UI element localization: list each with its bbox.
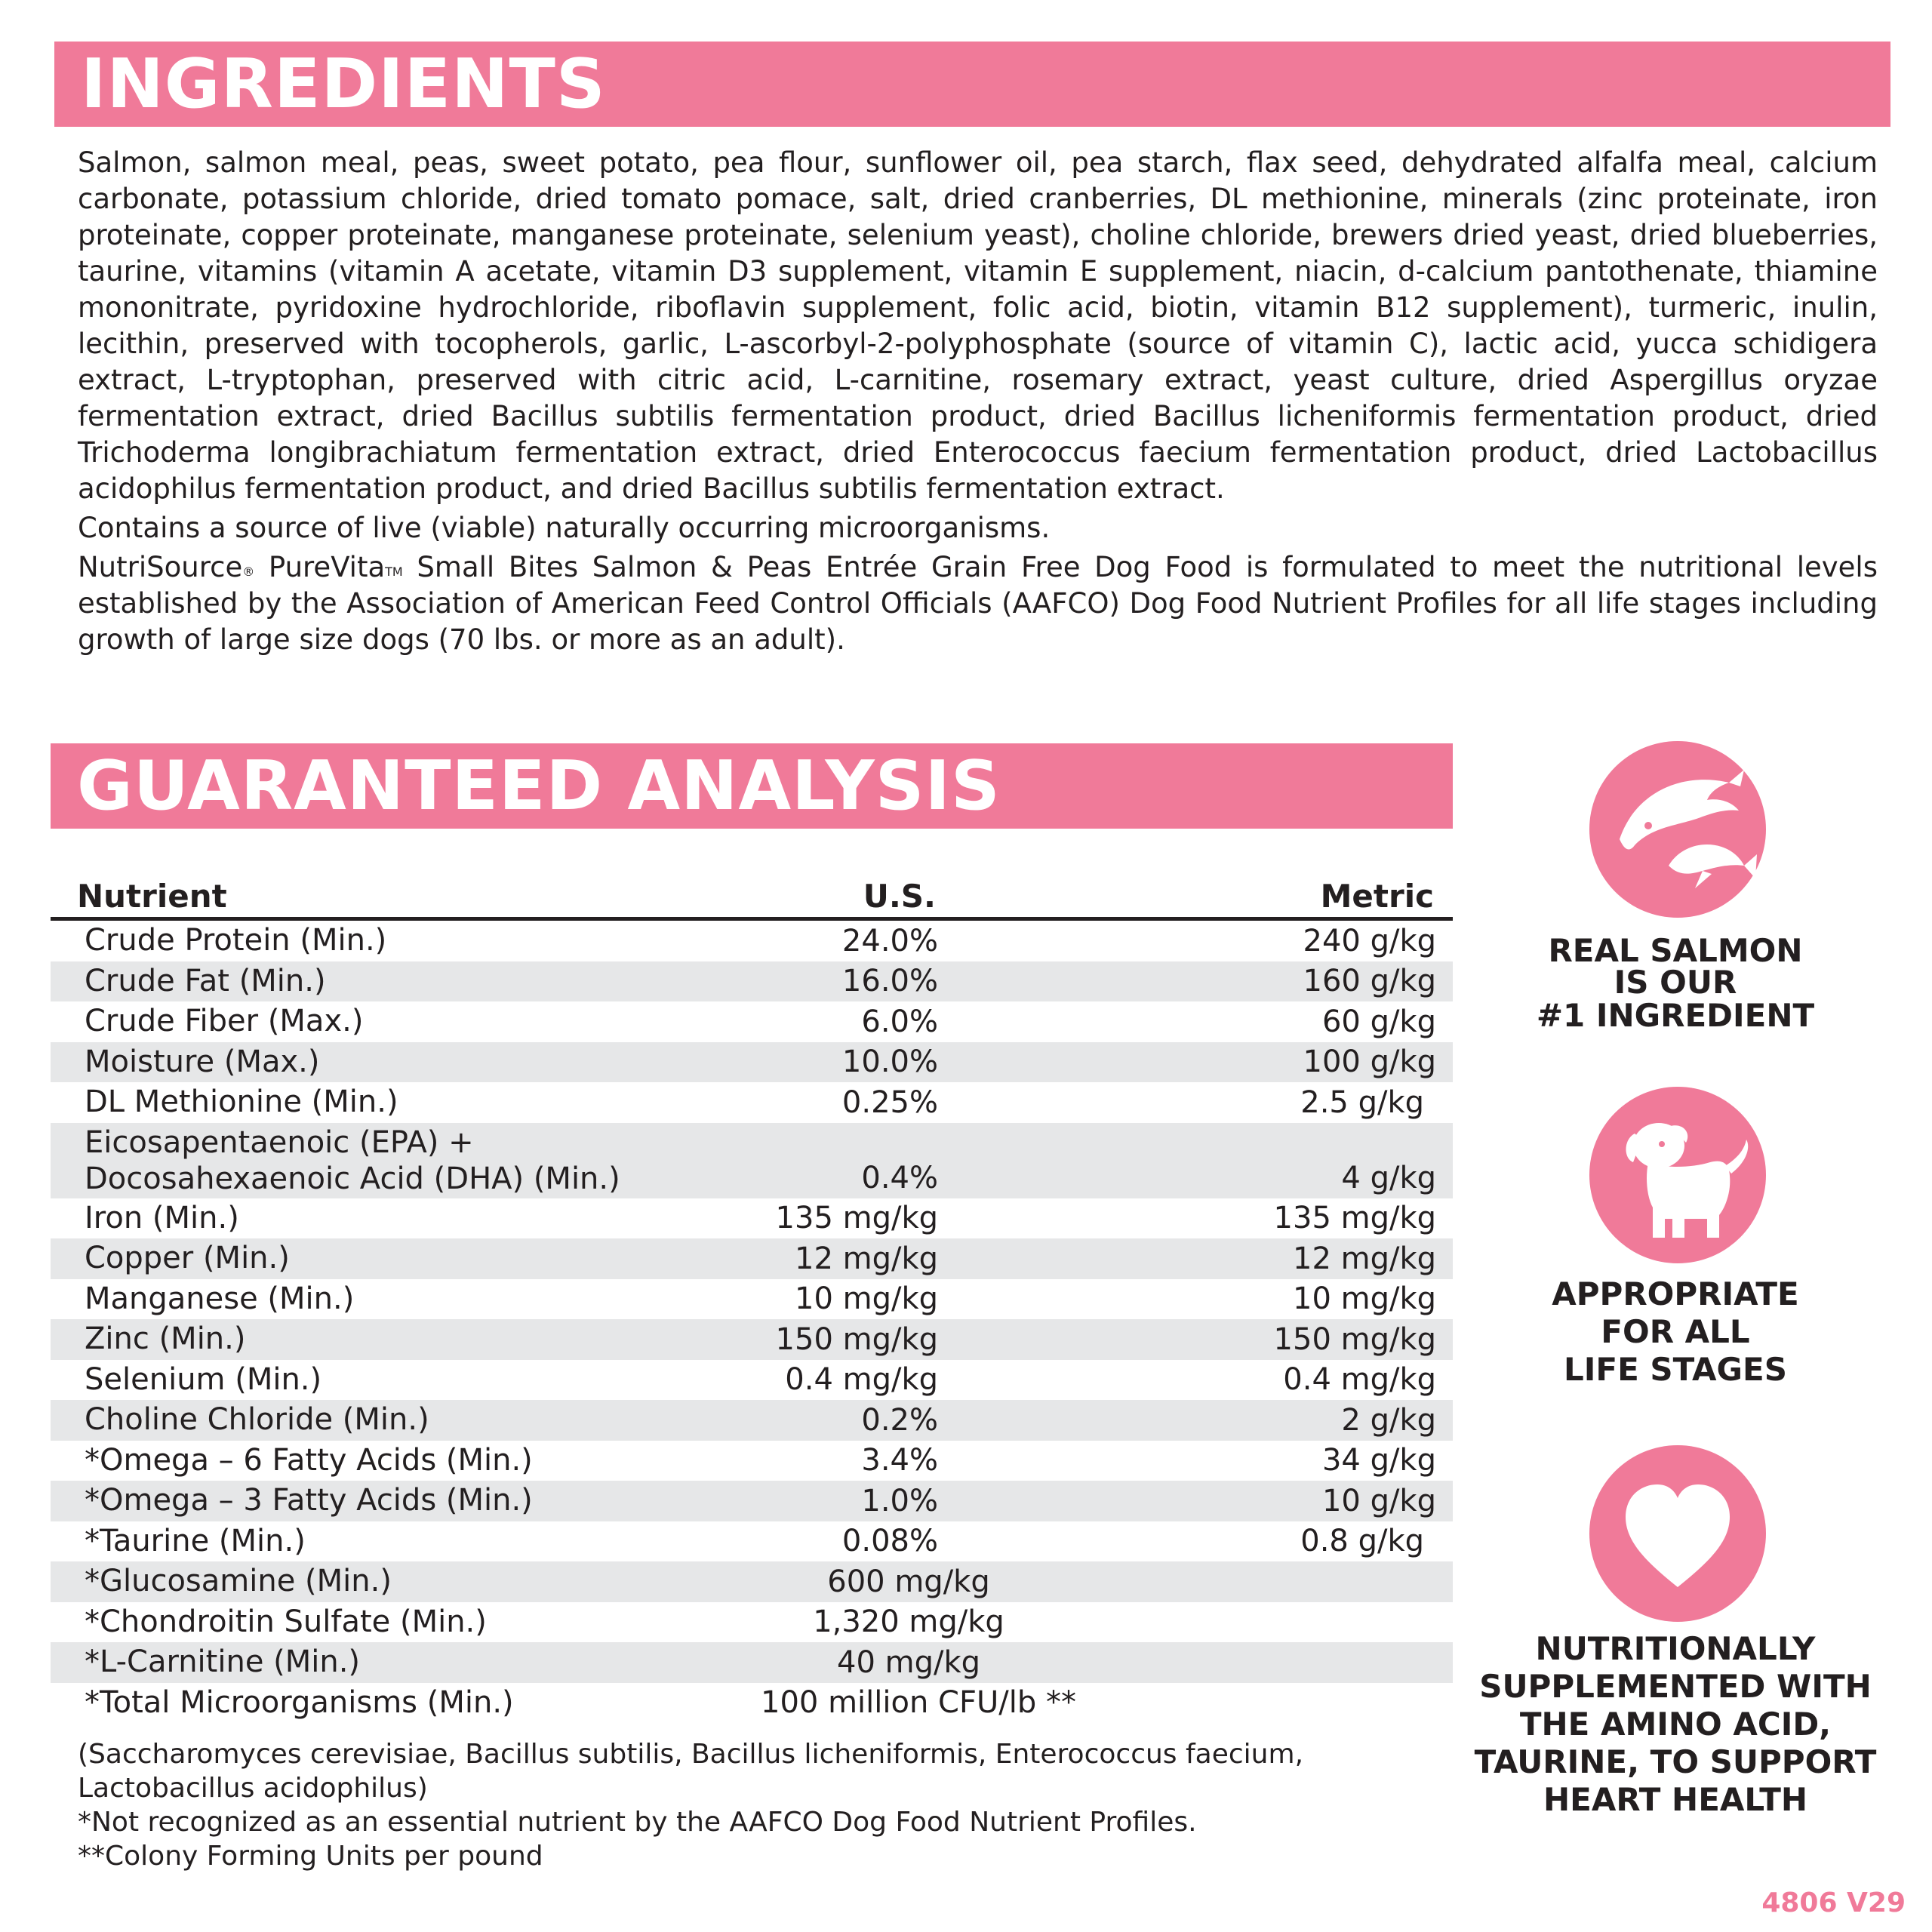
ingredients-list: Salmon, salmon meal, peas, sweet potato, pea flour, sunflower oil, pea starch, flax seed, dehydrated alfalfa meal, calcium carbonate, potassium chloride, dried tomato pomace, salt, dried cranberries, DL methionine, minerals (zinc proteinate, iron proteinate, copper proteinate, manganese proteinate, selenium yeast), choline chloride, brewers dried yeast, dried blueberries, taurine, vitamins (vitamin A acetate, vitamin D3 supplement, vitamin E supplement, niacin, d-calcium pantothenate, thiamine mononitrate, pyridoxine hydrochloride, riboflavin supplement, folic acid, biotin, vitamin B12 supplement), turmeric, inulin, lecithin, preserved with tocopherols, garlic, L-ascorbyl-2-polyphosphate (source of vitamin C), lactic acid, yucca schidigera extract, L-tryptophan, preserved with citric acid, L-carnitine, rosemary extract, yeast culture, dried Aspergillus oryzae fermentation extract, dried Bacillus subtilis fermentation product, dried Bacillus licheniformis fermentation product, dried Trichoderma longibrachiatum fermentation extract, dried Enterococcus faecium fermentation product, dried Lactobacillus acidophilus fermentation product, and dried Bacillus subtilis fermentation extract. (78, 146, 1878, 505)
salmon-icon (1589, 741, 1766, 918)
footnote: **Colony Forming Units per pound (78, 1841, 543, 1872)
metric-cell: 60 g/kg (1321, 1004, 1436, 1039)
header-metric: Metric (1320, 878, 1434, 915)
us-cell: 12 mg/kg (795, 1241, 938, 1276)
salmon-badge-text (1457, 932, 1894, 1035)
badge-line: SUPPLEMENTED WITH (1479, 1668, 1872, 1705)
metric-cell: 34 g/kg (1321, 1443, 1436, 1478)
badge-line: TAURINE, TO SUPPORT (1474, 1743, 1877, 1780)
us-cell: 0.08% (841, 1524, 938, 1558)
combined-value-cell: 100 million CFU/lb ** (761, 1685, 1076, 1720)
nutrient-cell: Manganese (Min.) (85, 1281, 355, 1316)
us-cell: 0.25% (841, 1084, 938, 1120)
table-row (51, 1441, 1453, 1481)
us-cell: 0.4% (861, 1160, 938, 1195)
metric-cell: 240 g/kg (1303, 923, 1436, 958)
header-nutrient: Nutrient (77, 878, 227, 915)
metric-cell: 10 g/kg (1321, 1483, 1436, 1518)
nutrient-cell: *Taurine (Min.) (85, 1523, 306, 1558)
table-row (51, 1279, 1453, 1320)
table-row (51, 921, 1453, 961)
nutrient-cell: *L-Carnitine (Min.) (85, 1644, 361, 1679)
us-cell: 3.4% (861, 1443, 938, 1478)
product-name: PureVita (254, 551, 386, 583)
metric-cell: 2 g/kg (1341, 1402, 1436, 1438)
registered-mark: ® (242, 565, 255, 579)
table-row (51, 1238, 1453, 1279)
footnote: (Saccharomyces cerevisiae, Bacillus subtilis, Bacillus licheniformis, Enterococcus faecium, (78, 1739, 1304, 1770)
nutrient-cell: Crude Fiber (Max.) (85, 1004, 364, 1038)
nutrient-cell: Zinc (Min.) (85, 1321, 246, 1356)
us-cell: 0.2% (861, 1402, 938, 1438)
table-row (51, 961, 1453, 1002)
us-cell: 10.0% (841, 1044, 938, 1079)
heart-icon (1589, 1445, 1766, 1622)
metric-cell: 160 g/kg (1303, 964, 1436, 998)
nutrient-line: Docosahexaenoic Acid (DHA) (Min.) (85, 1161, 620, 1196)
header-us: U.S. (863, 878, 936, 915)
nutrient-cell: *Glucosamine (Min.) (85, 1564, 392, 1598)
us-cell: 10 mg/kg (795, 1281, 938, 1316)
us-cell: 0.4 mg/kg (785, 1362, 938, 1397)
nutrient-cell: Selenium (Min.) (85, 1361, 322, 1397)
table-row (51, 1198, 1453, 1239)
badge-line: LIFE STAGES (1564, 1351, 1787, 1388)
analysis-table (51, 872, 1453, 1723)
badge-line: HEART HEALTH (1543, 1781, 1808, 1818)
badge-line: REAL SALMON (1548, 932, 1803, 969)
badge-line: APPROPRIATE (1552, 1275, 1799, 1312)
ingredients-body (78, 145, 1878, 661)
us-cell: 6.0% (861, 1004, 938, 1039)
us-cell: 24.0% (841, 923, 938, 958)
table-row (51, 1001, 1453, 1042)
metric-cell: 2.5 g/kg (1300, 1084, 1424, 1120)
nutrient-cell: Moisture (Max.) (85, 1044, 320, 1079)
nutrient-cell: Copper (Min.) (85, 1241, 290, 1275)
table-row (51, 1042, 1453, 1083)
metric-cell: 150 mg/kg (1273, 1321, 1436, 1357)
table-row (51, 1319, 1453, 1360)
metric-cell: 0.8 g/kg (1300, 1524, 1424, 1558)
table-row (51, 1400, 1453, 1441)
life-stages-badge-text (1457, 1275, 1894, 1389)
combined-value-cell: 1,320 mg/kg (813, 1604, 1004, 1639)
microorganisms-note: Contains a source of live (viable) naturally occurring microorganisms. (78, 512, 1051, 544)
us-cell: 135 mg/kg (775, 1201, 938, 1235)
table-row (51, 1602, 1453, 1643)
metric-cell: 10 mg/kg (1293, 1281, 1436, 1316)
ingredients-title: INGREDIENTS (54, 42, 1890, 127)
metric-cell: 12 mg/kg (1293, 1241, 1436, 1276)
us-cell: 150 mg/kg (775, 1321, 938, 1357)
version-code: 4806 V29 (1761, 1887, 1906, 1918)
footnote: *Not recognized as an essential nutrient by the AAFCO Dog Food Nutrient Profiles. (78, 1807, 1197, 1838)
metric-cell: 100 g/kg (1303, 1044, 1436, 1079)
analysis-footnotes (78, 1737, 1474, 1873)
nutrient-cell: *Omega – 3 Fatty Acids (Min.) (85, 1483, 533, 1518)
nutrient-cell: *Omega – 6 Fatty Acids (Min.) (85, 1442, 533, 1478)
metric-cell: 135 mg/kg (1273, 1201, 1436, 1235)
nutrient-cell: DL Methionine (Min.) (85, 1084, 398, 1119)
heart-health-badge-text (1457, 1630, 1894, 1819)
metric-cell: 0.4 mg/kg (1283, 1362, 1436, 1397)
table-row (51, 1521, 1453, 1562)
guaranteed-analysis-title: GUARANTEED ANALYSIS (51, 743, 1453, 829)
nutrient-cell: Crude Fat (Min.) (85, 963, 326, 998)
combined-value-cell: 40 mg/kg (837, 1644, 980, 1680)
nutrient-line: Eicosapentaenoic (EPA) + (85, 1124, 474, 1160)
aafco-statement (78, 549, 1878, 658)
nutrient-cell: Choline Chloride (Min.) (85, 1402, 429, 1437)
trademark-mark: TM (385, 565, 403, 579)
statement-text: Small Bites Salmon & Peas Entrée Grain Free Dog Food is formulated to meet the nutritional levels established by the Association of American Feed Control Officials (AAFCO) Dog Food Nutrient Profiles for all life stages including growth of large size dogs (70 lbs. or more as an adult). (78, 551, 1878, 656)
table-row (51, 1642, 1453, 1683)
badge-line: #1 INGREDIENT (1536, 997, 1815, 1034)
badge-line: NUTRITIONALLY (1535, 1630, 1816, 1667)
table-row (51, 1683, 1453, 1724)
nutrient-cell: Iron (Min.) (85, 1200, 239, 1235)
puppy-icon (1589, 1087, 1766, 1263)
badge-line: FOR ALL (1601, 1313, 1750, 1350)
nutrient-cell: *Total Microorganisms (Min.) (85, 1684, 514, 1720)
table-row (51, 1481, 1453, 1521)
table-row (51, 1561, 1453, 1602)
us-cell: 16.0% (841, 964, 938, 998)
nutrient-cell: *Chondroitin Sulfate (Min.) (85, 1604, 487, 1639)
table-row (51, 1082, 1453, 1123)
table-header (51, 872, 1453, 921)
us-cell: 1.0% (861, 1483, 938, 1518)
metric-cell: 4 g/kg (1341, 1160, 1436, 1195)
table-row (51, 1360, 1453, 1401)
badge-line: IS OUR (1614, 964, 1737, 1001)
badge-line: THE AMINO ACID, (1519, 1706, 1832, 1743)
nutrient-cell: Crude Protein (Min.) (85, 923, 387, 958)
brand-name: NutriSource (78, 551, 243, 583)
combined-value-cell: 600 mg/kg (827, 1564, 990, 1599)
footnote: Lactobacillus acidophilus) (78, 1773, 428, 1804)
table-row (51, 1123, 1453, 1198)
nutrient-cell (85, 1124, 620, 1197)
